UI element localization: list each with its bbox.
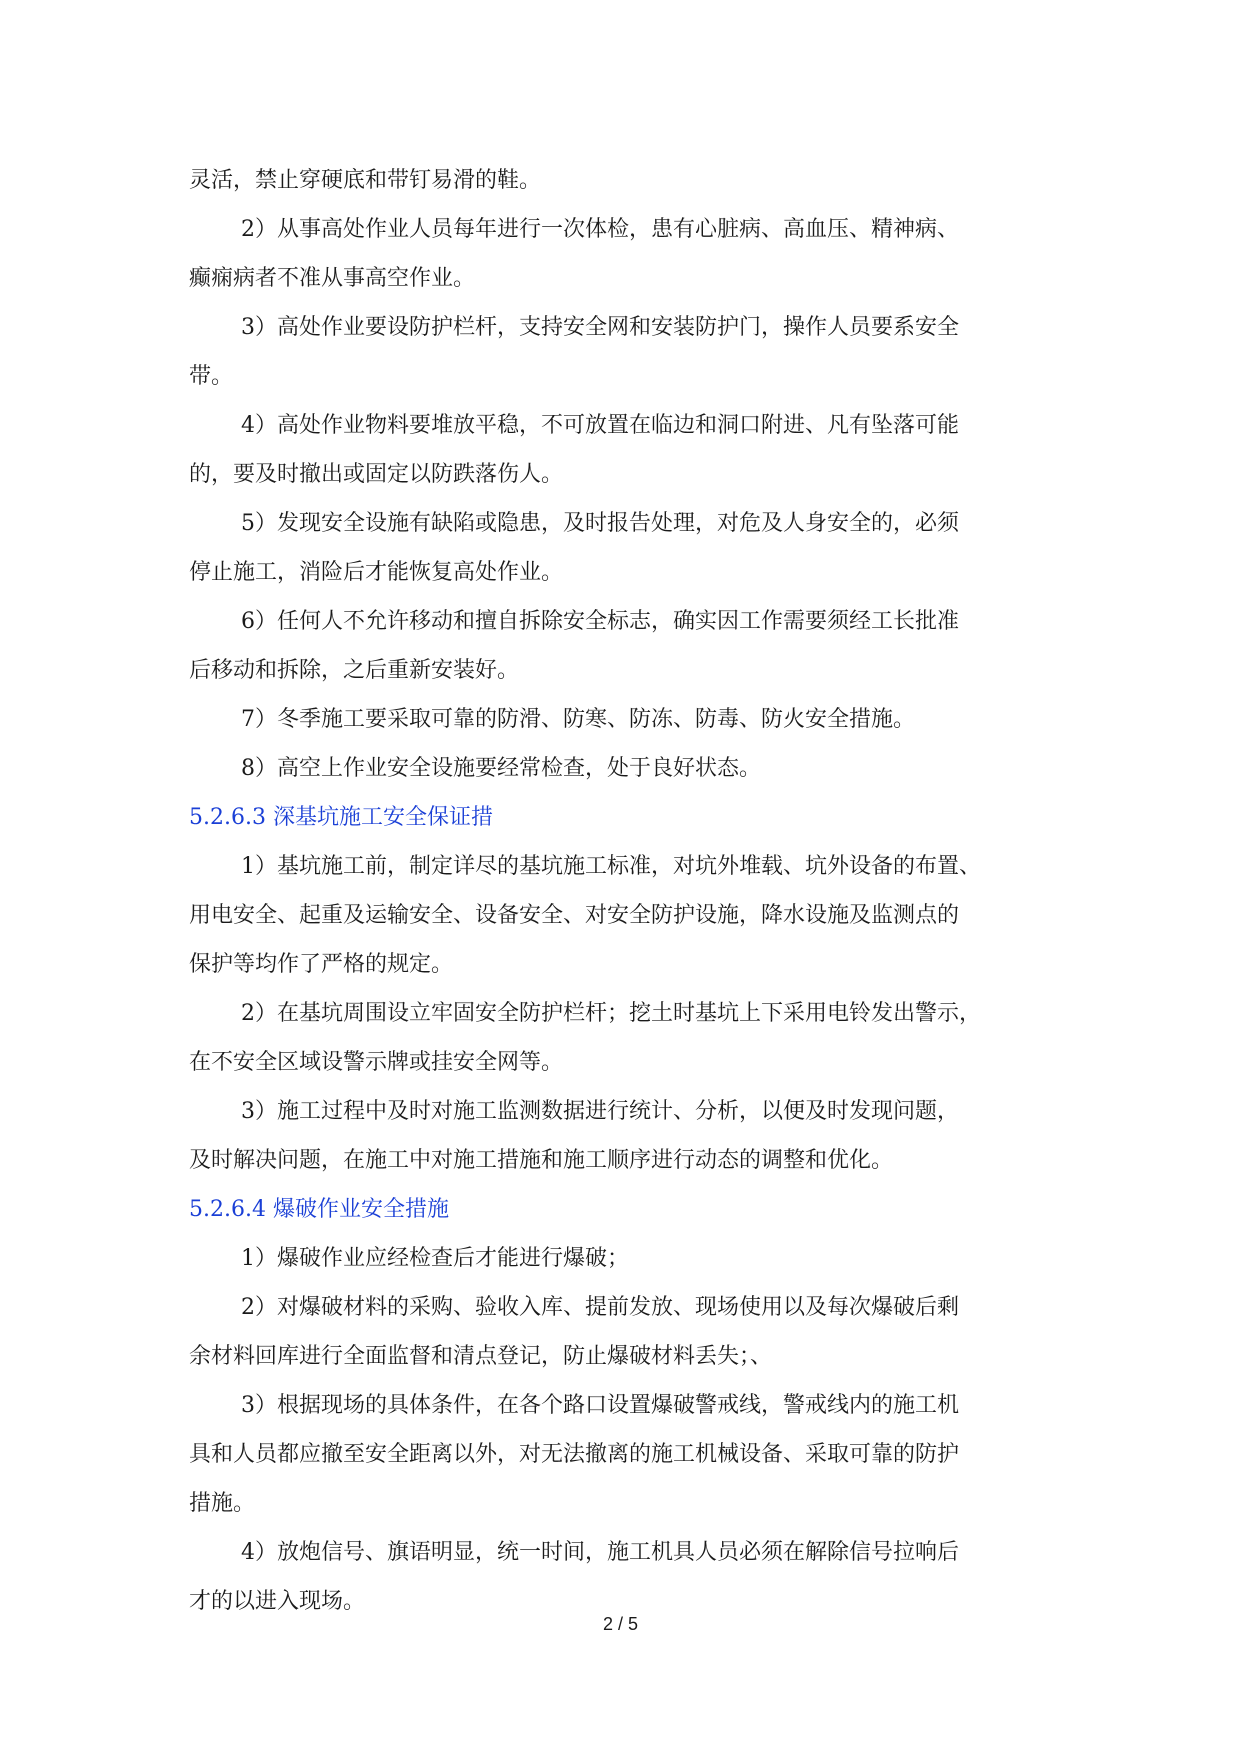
paragraph-line: 后移动和拆除，之后重新安装好。 [189, 658, 520, 683]
paragraph-first-line: 2）对爆破材料的采购、验收入库、提前发放、现场使用以及每次爆破后剩 [241, 1295, 959, 1320]
paragraph-first-line: 4）放炮信号、旗语明显，统一时间，施工机具人员必须在解除信号拉响后 [241, 1540, 959, 1565]
paragraph-line: 带。 [189, 364, 234, 389]
paragraph-first-line: 5）发现安全设施有缺陷或隐患，及时报告处理，对危及人身安全的，必须 [241, 511, 959, 536]
paragraph-line: 及时解决问题，在施工中对施工措施和施工顺序进行动态的调整和优化。 [189, 1148, 894, 1173]
paragraph-first-line: 2）在基坑周围设立牢固安全防护栏杆；挖土时基坑上下采用电铃发出警示， [241, 1001, 981, 1026]
paragraph-first-line: 3）施工过程中及时对施工监测数据进行统计、分析，以便及时发现问题， [241, 1099, 959, 1124]
paragraph-first-line: 7）冬季施工要采取可靠的防滑、防寒、防冻、防毒、防火安全措施。 [241, 707, 915, 732]
paragraph-line: 灵活，禁止穿硬底和带钉易滑的鞋。 [189, 168, 542, 193]
paragraph-first-line: 3）根据现场的具体条件，在各个路口设置爆破警戒线，警戒线内的施工机 [241, 1393, 959, 1418]
paragraph-first-line: 8）高空上作业安全设施要经常检查，处于良好状态。 [241, 756, 761, 781]
paragraph-line: 在不安全区域设警示牌或挂安全网等。 [189, 1050, 564, 1075]
paragraph-line: 具和人员都应撤至安全距离以外，对无法撤离的施工机械设备、采取可靠的防护 [189, 1442, 960, 1467]
page-number: 2 / 5 [602, 1614, 639, 1634]
paragraph-line: 停止施工，消险后才能恢复高处作业。 [189, 560, 564, 585]
paragraph-line: 用电安全、起重及运输安全、设备安全、对安全防护设施，降水设施及监测点的 [189, 903, 960, 928]
paragraph-first-line: 2）从事高处作业人员每年进行一次体检，患有心脏病、高血压、精神病、 [241, 217, 959, 242]
paragraph-first-line: 6）任何人不允许移动和擅自拆除安全标志，确实因工作需要须经工长批准 [241, 609, 959, 634]
paragraph-first-line: 4）高处作业物料要堆放平稳，不可放置在临边和洞口附进、凡有坠落可能 [241, 413, 959, 438]
document-body [189, 156, 1069, 1626]
paragraph-line: 措施。 [189, 1491, 256, 1516]
paragraph-line: 才的以进入现场。 [189, 1589, 366, 1614]
paragraph-line: 保护等均作了严格的规定。 [189, 952, 454, 977]
paragraph-first-line: 1）爆破作业应经检查后才能进行爆破； [241, 1246, 629, 1271]
paragraph-first-line: 1）基坑施工前，制定详尽的基坑施工标准，对坑外堆载、坑外设备的布置、 [241, 854, 981, 879]
paragraph-line: 的，要及时撤出或固定以防跌落伤人。 [189, 462, 564, 487]
section-heading: 5.2.6.3 深基坑施工安全保证措 [189, 805, 493, 830]
paragraph-line: 余材料回库进行全面监督和清点登记，防止爆破材料丢失；、 [189, 1344, 773, 1369]
paragraph-line: 癫痫病者不准从事高空作业。 [189, 266, 476, 291]
section-heading: 5.2.6.4 爆破作业安全措施 [189, 1197, 449, 1222]
paragraph-first-line: 3）高处作业要设防护栏杆，支持安全网和安装防护门，操作人员要系安全 [241, 315, 959, 340]
